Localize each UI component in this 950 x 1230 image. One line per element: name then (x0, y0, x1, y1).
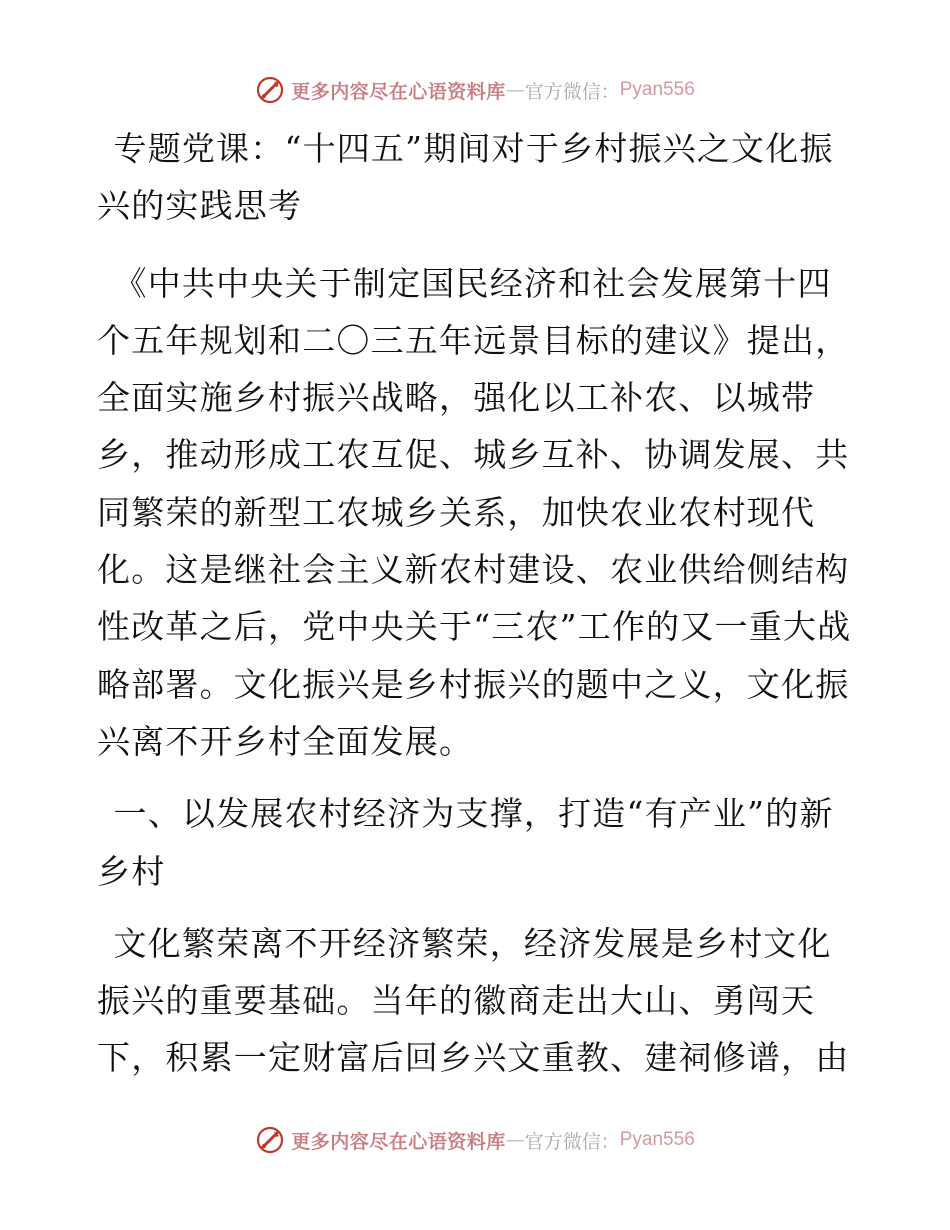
section-heading-1: 一、以发展农村经济为支撑，打造“有产业”的新乡村 (97, 794, 834, 891)
brush-logo-icon (255, 75, 285, 105)
paragraph-intro: 《中共中央关于制定国民经济和社会发展第十四个五年规划和二〇三五年远景目标的建议》提出，全面实施乡村振兴战略，强化以工补农、以城带乡，推动形成工农互促、城乡互补、协调发展、共同繁荣的新型工农城乡关系，加快农业农村现代化。这是继社会主义新农村建设、农业供给侧结构性改革之后，党中央关于“三农”工作的又一重大战略部署。文化振兴是乡村振兴的题中之义，文化振兴离不开乡村全面发展。 (97, 263, 852, 761)
watermark-main-text: 更多内容尽在心语资料库 (291, 1130, 506, 1153)
watermark-separator: — (505, 79, 525, 101)
watermark-separator: — (505, 1129, 525, 1151)
paragraph-section-1: 文化繁荣离不开经济繁荣，经济发展是乡村文化振兴的重要基础。当年的徽商走出大山、勇闯天下，积累一定财富后回乡兴文重教、建祠修谱，由 (97, 923, 850, 1078)
document-body (97, 120, 853, 1102)
watermark-sub-text: 官方微信： (524, 80, 620, 103)
watermark-sub-text: 官方微信： (524, 1130, 620, 1153)
watermark-id: Pyan556 (619, 79, 695, 100)
document-title: 专题党课：“十四五”期间对于乡村振兴之文化振兴的实践思考 (97, 129, 834, 226)
brush-logo-icon (255, 1125, 285, 1155)
watermark-id: Pyan556 (619, 1129, 695, 1150)
footer-watermark (0, 1120, 950, 1160)
watermark-main-text: 更多内容尽在心语资料库 (291, 80, 506, 103)
header-watermark (0, 70, 950, 110)
